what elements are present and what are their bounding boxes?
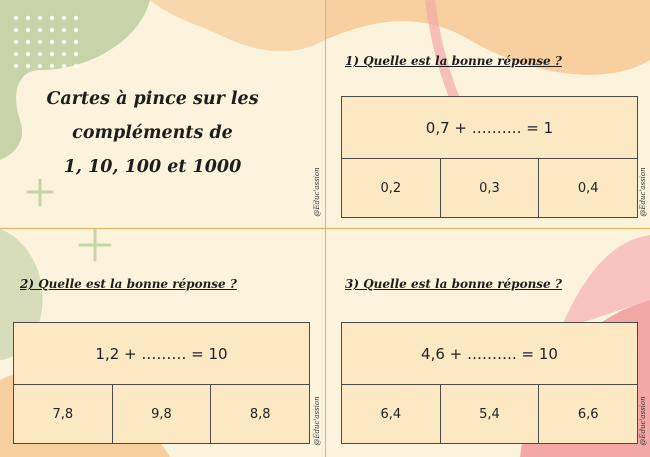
answer-option[interactable]: 6,6	[577, 407, 599, 422]
equation: 4,6 + ………. = 10	[342, 323, 637, 385]
answer-option[interactable]: 0,4	[577, 181, 599, 196]
question-card-1	[325, 0, 650, 228]
intro-title-line: 1, 10, 100 et 1000	[63, 157, 242, 177]
answer-options	[342, 159, 637, 218]
answer-option[interactable]: 9,8	[113, 385, 212, 444]
question-card-3	[325, 229, 650, 457]
question-text: 2) Quelle est la bonne réponse ?	[20, 277, 237, 291]
answer-card	[341, 322, 638, 444]
answer-option[interactable]: 6,4	[342, 385, 441, 444]
question-text: 3) Quelle est la bonne réponse ?	[345, 277, 562, 291]
answer-options	[14, 385, 309, 444]
watermark: @Educ'assion	[639, 396, 647, 446]
watermark: @Educ'assion	[313, 396, 321, 446]
answer-option[interactable]: 8,8	[249, 407, 271, 422]
answer-options	[342, 385, 637, 444]
watermark: @Educ'assion	[313, 167, 321, 217]
intro-title	[30, 82, 275, 184]
equation: 1,2 + ……… = 10	[14, 323, 309, 385]
answer-option[interactable]: 5,4	[441, 385, 540, 444]
equation: 0,7 + ………. = 1	[342, 97, 637, 159]
answer-card	[13, 322, 310, 444]
watermark: @Educ'assion	[639, 167, 647, 217]
question-card-2	[0, 229, 325, 457]
intro-title-line: Cartes à pince sur les	[46, 89, 259, 109]
question-text: 1) Quelle est la bonne réponse ?	[345, 54, 562, 68]
answer-option[interactable]: 0,3	[441, 159, 540, 218]
answer-option[interactable]: 0,2	[342, 159, 441, 218]
intro-card	[0, 0, 325, 228]
answer-option[interactable]: 7,8	[14, 385, 113, 444]
intro-title-line: compléments de	[72, 123, 233, 143]
answer-card	[341, 96, 638, 218]
